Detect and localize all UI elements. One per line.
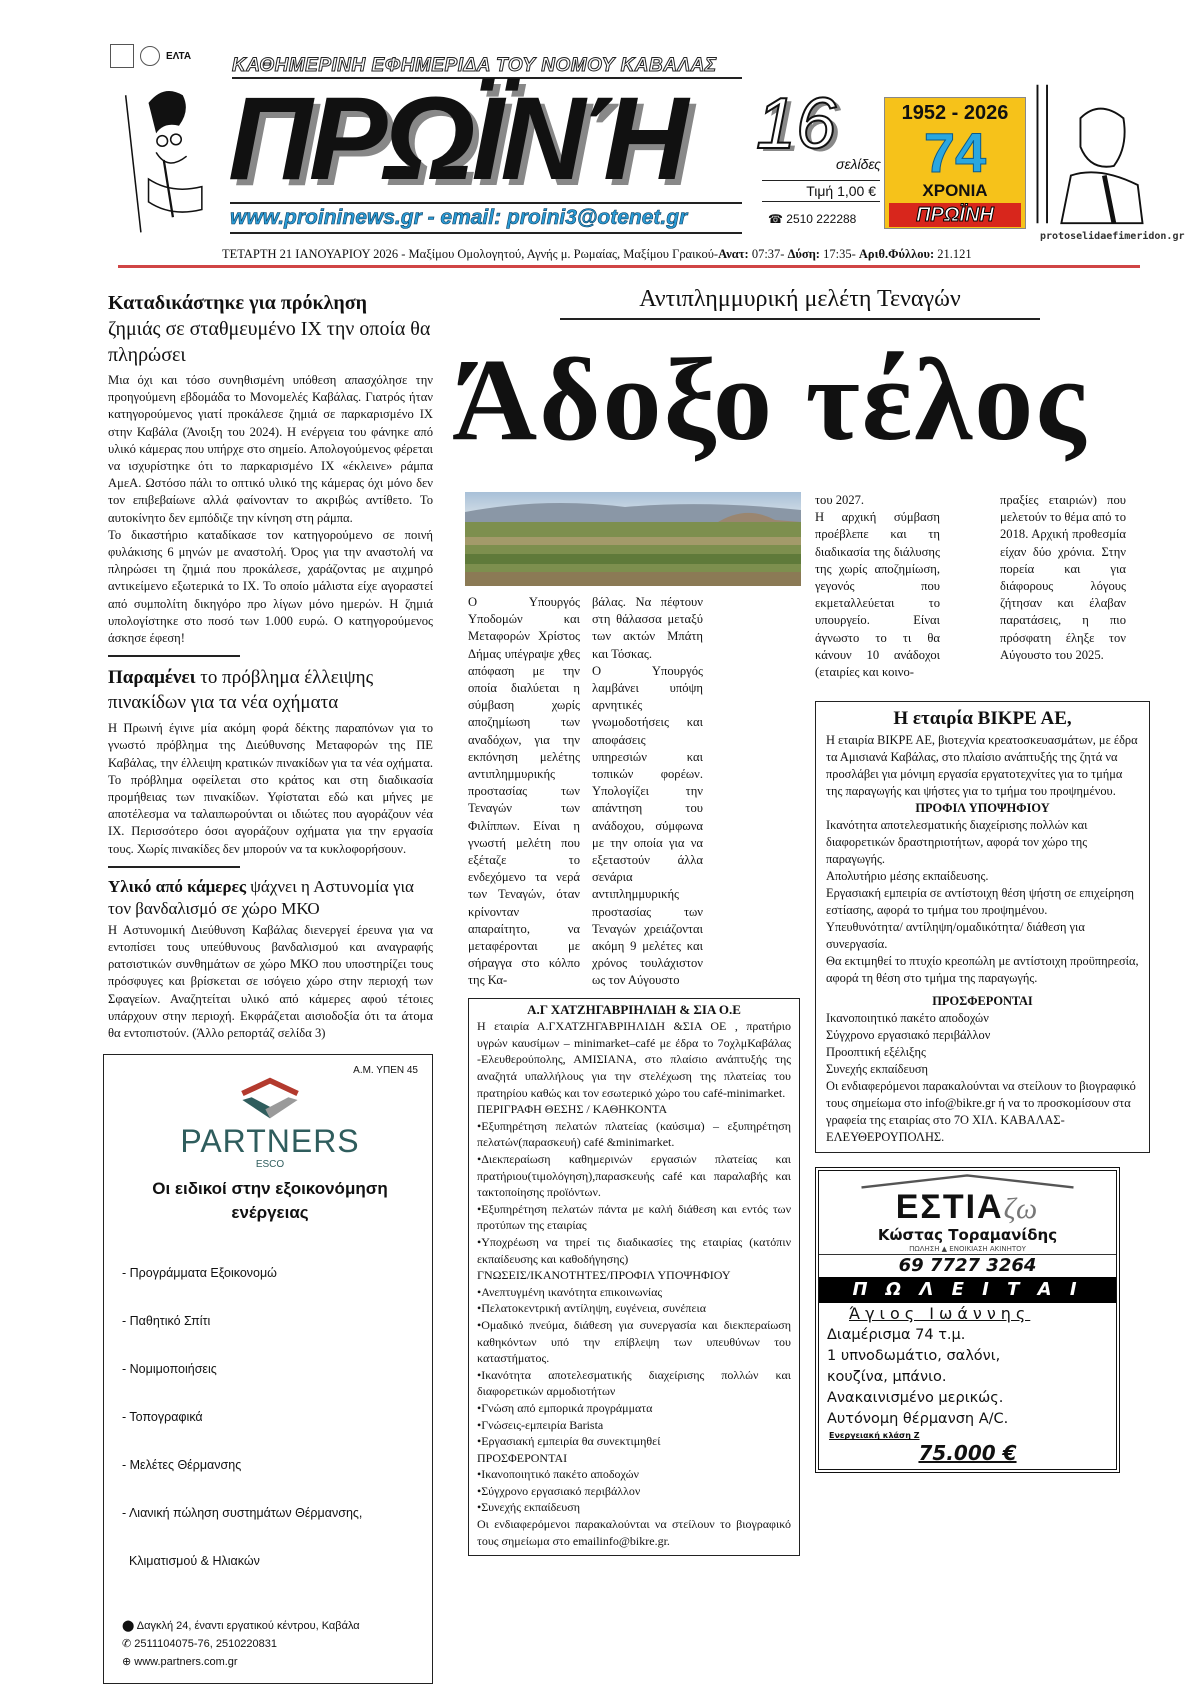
- bikre-intro: Η εταιρία ΒΙΚΡΕ ΑΕ, βιοτεχνία κρεατοσκευασμάτων, με έδρα τα Αμισιανά Καβάλας, στο πλαίσιο ανάπτυξής της ζητά να προσλάβει για μόνιμη εργασία εργατοτεχνίτες για το τμήμα της παραγωγής και ψήστες για το τμήμα του προψημένου.: [826, 733, 1138, 799]
- website-link[interactable]: www.partners.com.gr: [134, 1656, 238, 1669]
- ad-line: ΓΝΩΣΕΙΣ/ΙΚΑΝΟΤΗΤΕΣ/ΠΡΟΦΙΛ ΥΠΟΨΗΦΙΟΥ: [477, 1268, 731, 1283]
- ad-line: •Ικανοποιητικό πακέτο αποδοχών: [477, 1467, 639, 1482]
- detail-line: κουζίνα, μπάνιο.: [827, 1369, 947, 1386]
- title-rest: το πρόβλημα έλλειψης πινακίδων για τα νέα οχήματα: [108, 667, 374, 714]
- offer-item: Συνεχής εκπαίδευση: [826, 1062, 928, 1077]
- ad-line: •Εργασιακή εμπειρία θα συνεκτιμηθεί: [477, 1434, 661, 1449]
- main-cols-row-right: [815, 492, 1150, 681]
- left-column: [108, 290, 433, 1684]
- page-count: 16: [756, 84, 837, 164]
- date-saints: ΤΕΤΑΡΤΗ 21 ΙΑΝΟΥΑΡΙΟΥ 2026 - Μαξίμου Ομολογητού, Αγνής μ. Ρωμαίας, Μαξίμου Γραικού-: [222, 247, 719, 261]
- ad-line: •Γνώσεις-εμπειρία Barista: [477, 1417, 604, 1432]
- main-photo-landscape: [465, 492, 801, 586]
- ad-line: •Ανεπτυγμένη ικανότητα επικοινωνίας: [477, 1284, 663, 1299]
- bikre-offer-title: ΠΡΟΣΦΕΡΟΝΤΑΙ: [932, 994, 1033, 1009]
- main-col-3: [815, 492, 940, 681]
- anniversary-badge: [884, 97, 1026, 229]
- hatz-title: Α.Γ ΧΑΤΖΗΓΑΒΡΙΗΛΙΔΗ & ΣΙΑ Ο.Ε: [527, 1001, 741, 1017]
- profile-item: Απολυτήριο μέσης εκπαίδευσης.: [826, 869, 989, 884]
- offer-item: Σύγχρονο εργασιακό περιβάλλον: [826, 1028, 991, 1043]
- title-bold: Υλικό από κάμερες: [108, 876, 247, 896]
- phone-icon: ✆: [122, 1638, 135, 1651]
- hatzigavriilidis-job-ad: [468, 998, 800, 1557]
- service-item: - Παθητικό Σπίτι: [122, 1314, 211, 1329]
- newspaper-tagline: ΚΑΘΗΜΕΡΙΝΗ ΕΦΗΜΕΡΙΔΑ ΤΟΥ ΝΟΜΟΥ ΚΑΒΑΛΑΣ: [232, 55, 742, 79]
- estia-phone: 69 7727 3264: [819, 1254, 1116, 1277]
- title-rest: ζημιάς σε σταθμευμένο ΙΧ την οποία θα πληρώσει: [108, 318, 431, 366]
- estia-realestate-ad: [815, 1167, 1120, 1473]
- sunset-time: 17:35-: [819, 247, 859, 261]
- price: Τιμή 1,00 €: [762, 180, 880, 202]
- header-divider: [118, 265, 1140, 268]
- address: Δαγκλή 24, έναντι εργατικού κέντρου, Καβάλα: [136, 1620, 360, 1633]
- detail-line: Διαμέρισμα 74 τ.μ.: [827, 1327, 966, 1344]
- caricature-right-image: [1030, 80, 1150, 228]
- ad-line: •Σύγχρονο εργασιακό περιβάλλον: [477, 1483, 641, 1498]
- main-col-1: Ο Υπουργός Υποδομών και Μεταφορών Χρίστος Δήμας υπέγραψε χθες απόφαση με την οποία διαλύεται η σύμβαση χωρίς αποζημίωση των αναδόχων, για την εκπόνηση μελέτης αντιπλημμυρικής προστασίας των Τεναγών των Φιλίππων. Είναι η γνωστή μελέτη που εξέταζε το ενδεχόμενο τα νερά των Τεναγών, όταν κρίνονταν απαραίτητο, να μεταφέρονται με σήραγγα στο κόλπο της Κα-: [468, 595, 580, 988]
- estia-energy-class: Ενεργειακή κλάση Ζ: [829, 1431, 920, 1441]
- profile-item: Υπευθυνότητα/ αντίληψη/ομαδικότητα/ διάθεση για συνεργασία.: [826, 920, 1085, 952]
- ad-line: •Υποχρέωση να τηρεί τις διαδικασίες της εταιρίας (κατόπιν εκπαίδευσης και καθοδήγησης): [477, 1234, 791, 1266]
- title-bold: Παραμένει: [108, 667, 196, 689]
- ad-line: •Ομαδικό πνεύμα, διάθεση για συνεργασία και διεκπεραίωση καθηκόντων υπό την επίβλεψη των υπευθύνων του καταστήματος.: [477, 1317, 791, 1366]
- website-email-line[interactable]: www.proininews.gr - email: proini3@otenet.gr: [230, 202, 742, 234]
- ad-line: Η εταιρία Α.ΓΧΑΤΖΗΓΑΒΡΙΗΛΙΔΗ &ΣΙΑ ΟΕ , πρατήριο υγρών καυσίμων – minimarket–café με έδρα το 7οχλμΚαβάλας -Ελευθερούπολης, ΑΜΙΣΙΑΝΑ, στο πλαίσιο ανάπτυξής της αναζητά υπαλλήλους για την στελέχωση της πλατείας του πρατηρίου καθώς και τον εσωτερικό χώρο του café-minimarket.: [477, 1019, 791, 1100]
- service-item: Κλιματισμού & Ηλιακών: [122, 1554, 260, 1569]
- ad-line: •Γνώση από εμπορικά προγράμματα: [477, 1400, 653, 1415]
- roof-icon: [830, 1173, 1105, 1189]
- service-item: - Νομιμοποιήσεις: [122, 1362, 217, 1377]
- caricature-left-image: [104, 80, 222, 240]
- paragraph: Ο Υπουργός λαμβάνει υπόψη αρνητικές γνωμοδοτήσεις και αποφάσεις υπηρεσιών και τοπικών φορέων. Υπολογίζει την απάντηση του ανάδοχου, σύμφωνα με την οποία για να εξεταστούν άλλα σενάρια αντιπλημμυρικής προστασίας των Τεναγών χρειάζονται ακόμη 9 μελέτες και χρόνος τουλάχιστον ως τον Αύγουστο: [592, 663, 703, 988]
- profile-item: Θα εκτιμηθεί το πτυχίο κρεοπώλη με αντίστοιχη προϋπηρεσία, αφορά τη θέση στο τμήμα της παραγωγής.: [826, 954, 1139, 986]
- detail-line: Ανακαινισμένο μερικώς.: [827, 1390, 1004, 1407]
- paragraph: βάλας. Να πέφτουν στη θάλασσα μεταξύ των ακτών Μπάτη και Τόσκας.: [592, 595, 703, 661]
- elta-logo: ΕΛΤΑ: [166, 50, 192, 62]
- article-title: [108, 665, 433, 715]
- article-plates: [108, 665, 433, 858]
- phones: 2511104075-76, 2510220831: [134, 1638, 278, 1651]
- partners-slogan: Οι ειδικοί στην εξοικονόμηση ενέργειας: [152, 1179, 388, 1223]
- page-count-label: σελίδες: [836, 156, 881, 172]
- paragraph: Η Αστυνομική Διεύθυνση Καβάλας διενεργεί έρευνα για να εντοπίσει τους υπεύθυνους βανδαλισμού και αναγραφής ρατσιστικών συνθημάτων σε χώρο ΜΚΟ που υποστηρίζει τους πρόσφυγες και βρίσκεται σε ισόγειο χώρο στην περιοχή των Σφαγείων. Αναζητείται υλικό από κάμερες αφού τέτοιες υπάρχουν στην περιοχή. Εκφράζεται αισιοδοξία ότι τα άτομα θα εντοπιστούν. (Άλλο ρεπορτάζ σελίδα 3): [108, 922, 433, 1041]
- center-column: [465, 492, 801, 1556]
- partners-license: Α.Μ. ΥΠΕΝ 45: [353, 1065, 418, 1077]
- anniversary-years: 1952 - 2026: [901, 102, 1009, 124]
- bikre-profile-title: ΠΡΟΦΙΛ ΥΠΟΨΗΦΙΟΥ: [915, 801, 1050, 816]
- partners-sub: ESCO: [255, 1159, 285, 1171]
- ad-line: •Εξυπηρέτηση πελατών πάντα με καλή διάθεση και εντός των προτύπων της εταιρίας: [477, 1201, 791, 1233]
- article-body: [108, 922, 433, 1042]
- anniversary-logo: ΠΡΩΪΝΗ: [889, 203, 1021, 227]
- paragraph: Η Πρωινή έγινε μία ακόμη φορά δέκτης παραπόνων για το γνωστό πρόβλημα της Διεύθυνσης Μεταφορών της ΠΕ Καβάλας, την έλλειψη κρατικών πινακίδων για τα νέα οχήματα. Το πρόβλημα οφείλεται στο κράτος και στη διαδικασία προμήθειας των πινακίδων. Υφίσταται εδώ και μήνες με αποτέλεσμα να ταλαιπωρούνται οι ιδιώτες που αγοράζουν νέα ΙΧ. Περισσότερο όσοι αγοράζουν οχήματα για την εργασία τους. Χωρίς πινακίδες δεν μπορούν να τα κυκλοφορήσουν.: [108, 721, 433, 856]
- service-item: - Μελέτες Θέρμανσης: [122, 1458, 242, 1473]
- offer-item: Ικανοποιητικό πακέτο αποδοχών: [826, 1011, 989, 1026]
- article-title: [108, 876, 433, 920]
- sunset-label: Δύση:: [787, 247, 820, 261]
- watermark: protoselidaefimeridon.gr: [1040, 231, 1185, 242]
- estia-banner: Π Ω Λ Ε Ι Τ Α Ι: [819, 1277, 1116, 1303]
- ad-line: Οι ενδιαφερόμενοι παρακαλούνται να στείλουν το βιογραφικό τους σημείωμα στο emailinfo@bikre.gr.: [477, 1517, 791, 1548]
- globe-icon: ⊕: [122, 1656, 135, 1669]
- estia-service: ΠΩΛΗΣΗ ▲ ΕΝΟΙΚΙΑΣΗ ΑΚΙΝΗΤΟΥ: [909, 1245, 1026, 1254]
- location-pin-icon: ⬤: [122, 1620, 137, 1633]
- ad-line: ΠΕΡΙΓΡΑΦΗ ΘΕΣΗΣ / ΚΑΘΗΚΟΝΤΑ: [477, 1102, 668, 1117]
- main-cols-row: [465, 594, 801, 990]
- issue-label: Αριθ.Φύλλου:: [858, 247, 935, 261]
- dateline: [222, 247, 972, 261]
- main-kicker: Αντιπλημμυρική μελέτη Τεναγών: [560, 284, 1040, 320]
- bikre-job-ad: [815, 701, 1150, 1153]
- article-body: [108, 720, 433, 858]
- estia-brand-script: ζω: [1003, 1192, 1040, 1226]
- profile-item: Εργασιακή εμπειρία σε αντίστοιχη θέση ψήστη σε επιχείρηση εστίασης, αφορά το τμήμα του προψημένου.: [826, 886, 1134, 918]
- estia-brand: [819, 1189, 1116, 1226]
- certification-logos: [110, 44, 220, 68]
- sunrise-time: 07:37-: [748, 247, 788, 261]
- partners-brand: PARTNERS: [180, 1123, 360, 1160]
- article-vandalism: [108, 876, 433, 1042]
- partners-services: [122, 1233, 418, 1601]
- estia-owner: Κώστας Τοραμανίδης: [877, 1226, 1058, 1245]
- service-item: - Τοπογραφικά: [122, 1410, 203, 1425]
- ad-line: •Διεκπεραίωση καθημερινών εργασιών πλατείας και πρατήριου(τιμολόγηση),παρασκευής café και παραλαβής και τακτοποίησης προϊόντων.: [477, 1152, 791, 1200]
- article-title: [108, 290, 433, 368]
- bikre-title: Η εταιρία ΒΙΚΡΕ ΑΕ,: [893, 708, 1072, 730]
- paragraph: Μια όχι και τόσο συνηθισμένη υπόθεση απασχόλησε την προηγούμενη εβδομάδα το Μονομελές Καβάλας. Γιατρός ήταν κατηγορούμενος γιατί προκάλεσε ζημιά σε παρκαρισμένο ΙΧ στην Καβάλα (Άνοιξη του 2024). Η ενέργεια του φάνηκε από υλικό κάμερας που υπήρχε στο σημείο. Απολογούμενος φέρεται να ισχυρίστηκε ότι το παρκαρισμένο ΙΧ «έκλεινε» ράμπα ΑμεΑ. Ωστόσο πάλι το οπτικό υλικό της κάμερας όχι μόνο δεν τον επιβεβαίωνε αλλά φαίνονταν το ακριβώς αντίθετο. Το αυτοκίνητο δεν εμπόδιζε την κίνηση στη ράμπα.: [108, 373, 433, 525]
- estia-location: Άγιος Ιωάννης: [849, 1304, 1031, 1324]
- divider: [108, 866, 240, 868]
- ad-line: •Εξυπηρέτηση πελατών πλατείας (καύσιμα) – εξυπηρέτηση πελατών(παρασκευή) café &minimarket.: [477, 1118, 791, 1150]
- masthead-logo: ΠΡΩΪΝΉ: [228, 73, 685, 205]
- ad-line: ΠΡΟΣΦΕΡΟΝΤΑΙ: [477, 1450, 568, 1465]
- divider: [108, 655, 240, 657]
- offer-item: Προοπτική εξέλιξης: [826, 1045, 926, 1060]
- sunrise-label: Ανατ:: [718, 247, 749, 261]
- paragraph: Η αρχική σύμβαση προέβλεπε και τη διαδικασία της διάλυσης της χωρίς αποζημίωση, γεγονός που εκμεταλλεύεται το υπουργείο. Είναι άγνωστο το τι θα κάνουν 10 ανάδοχοι (εταιρίες και κοινο-: [815, 510, 940, 680]
- ad-line: •Πελατοκεντρική αντίληψη, ευγένεια, συνέπεια: [477, 1301, 707, 1316]
- detail-line: 1 υπνοδωμάτιο, σαλόνι,: [827, 1348, 1001, 1365]
- estia-price: 75.000 €: [918, 1441, 1017, 1466]
- paragraph: Το δικαστήριο καταδίκασε τον κατηγορούμενο σε ποινή φυλάκισης 6 μηνών με αναστολή. Όρος για την αναστολή να πληρώσει τη ζημιά που προκάλεσε, χαράζοντας με αιχμηρό αντικείμενο εξωτερικά το ΙΧ. Το οποίο μάλιστα είχε αγοραστεί από συμπολίτη δικηγόρο προ λίγων μόνο ημερών. Η ζημιά υπολογίστηκε στο ποσό των 1.000 ευρώ. Ο κατηγορούμενος άσκησε έφεση!: [108, 527, 433, 646]
- estia-brand-text: ΕΣΤΙΑ: [895, 1188, 1004, 1227]
- right-column: [815, 492, 1150, 1473]
- title-rest: ψάχνει η Αστυνομία για τον βανδαλισμό σε χώρο ΜΚΟ: [108, 876, 414, 918]
- ad-line: •Ικανότητα αποτελεσματικής διαχείρισης πολλών και διαφορετικών αρμοδιοτήτων: [477, 1367, 791, 1399]
- profile-item: Ικανότητα αποτελεσματικής διαχείρισης πολλών και διαφορετικών δραστηριοτήτων, αφορά τον χώρο της παραγωγής.: [826, 818, 1088, 867]
- bikre-closing: Οι ενδιαφερόμενοι παρακαλούνται να στείλουν το βιογραφικό τους σημείωμα στο info@bikre.gr ή να το προσκομίσουν στα γραφεία της εταιρίας στο 7Ο ΧΙΛ. ΚΑΒΑΛΑΣ- ΕΛΕΥΘΕΡΟΥΠΟΛΗΣ.: [826, 1079, 1136, 1145]
- main-col-2: [592, 594, 703, 990]
- service-item: - Προγράμματα Εξοικονομώ: [122, 1266, 277, 1281]
- paragraph: του 2027.: [815, 493, 865, 507]
- detail-line: Αυτόνομη θέρμανση A/C.: [827, 1411, 1009, 1428]
- handshake-house-icon: [235, 1077, 305, 1123]
- partners-contact: [122, 1617, 418, 1671]
- issue-number: 21.121: [934, 247, 972, 261]
- main-col-4: πραξίες εταιριών) που μελετούν το θέμα από το 2018. Αρχική προθεσμία είχαν δύο χρόνια. Στην πορεία και για διάφορους λόγους ζήτησαν και έλαβαν παρατάσεις, η πιο πρόσφατη έληξε τον Αύγουστο του 2025.: [1000, 493, 1126, 662]
- service-item: - Λιανική πώληση συστημάτων Θέρμανσης,: [122, 1506, 363, 1521]
- anniversary-label: ΧΡΟΝΙΑ: [922, 181, 988, 200]
- article-conviction: [108, 290, 433, 647]
- cert-badge-icon: [110, 44, 134, 68]
- anniversary-count: 74: [923, 121, 987, 184]
- main-headline: Άδοξο τέλος: [452, 334, 1088, 465]
- partners-ad[interactable]: [103, 1054, 433, 1684]
- estia-details: [827, 1325, 1116, 1430]
- seal-icon: [140, 46, 160, 66]
- title-bold: Καταδικάστηκε για πρόκληση: [108, 292, 367, 314]
- ad-line: •Συνεχής εκπαίδευση: [477, 1500, 580, 1515]
- article-body: [108, 372, 433, 647]
- phone-number: ☎ 2510 222288: [768, 212, 857, 226]
